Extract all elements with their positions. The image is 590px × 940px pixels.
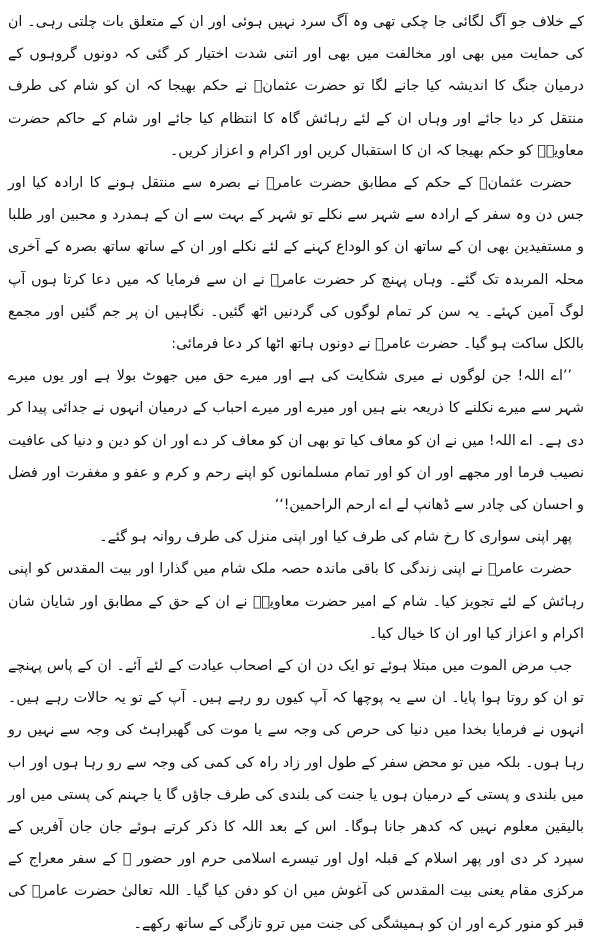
paragraph-journey-to-sham: پھر اپنی سواری کا رخ شام کی طرف کیا اور اپنی منزل کی طرف روانہ ہو گئے۔ [99,529,572,546]
paragraph-departure-from-basra: حضرت عثمانؓ کے حکم کے مطابق حضرت عامرؓ نے بصرہ سے منتقل ہونے کا ارادہ کیا اور جس دن وہ سفر کے ارادہ سے شہر سے نکلے تو شہر کے بہت سے ان کے ہمدرد و محبین اور طلبا و مستفیدین بھی ان کے ساتھ ان کو الوداع کہنے کے لئے نکلے اور ان کے ساتھ ساتھ بصرہ کے آخری محلہ المربدہ تک گئے۔ وہاں پہنچ کر حضرت عامرؓ نے ان سے فرمایا کہ میں دعا کرتا ہوں آپ لوگ آمین کہئے۔ یہ سن کر تمام لوگوں کی گردنیں اٹھ گئیں۔ نگاہیں ان پر جم گئیں اور مجمع بالکل ساکت ہو گیا۔ حضرت عامرؓ نے دونوں ہاتھ اٹھا کر دعا فرمائی: [8,175,584,353]
paragraph-life-in-sham: حضرت عامرؓ نے اپنی زندگی کا باقی ماندہ حصہ ملک شام میں گذارا اور بیت المقدس کو اپنی رہائش کے لئے تجویز کیا۔ شام کے امیر حضرت معاویہؓ نے ان کے حق کے مطابق اور شایان شان اکرام و اعزاز کیا اور ان کا خیال کیا۔ [8,561,584,642]
paragraph-continuation: کے خلاف جو آگ لگائی جا چکی تھی وہ آگ سرد نہیں ہوئی اور ان کے متعلق بات چلتی رہی۔ ان کی حمایت میں بھی اور مخالفت میں بھی اور اتنی شدت اختیار کر گئی کہ دونوں گروہوں کے درمیان جنگ کا اندیشہ کیا جانے لگا تو حضرت عثمانؓ نے حکم بھیجا کہ ان کو شام کی طرف منتقل کر دیا جائے اور وہاں ان کے لئے رہائش گاہ کا انتظام کیا جائے اور شام کے حاکم حضرت معاویہؓ کو حکم بھیجا کہ ان کا استقبال کریں اور اکرام و اعزاز کریں۔ [8,14,584,159]
paragraph-final-illness: جب مرض الموت میں مبتلا ہوئے تو ایک دن ان کے اصحاب عیادت کے لئے آئے۔ ان کے پاس پہنچے تو ان کو روتا ہوا پایا۔ ان سے یہ پوچھا کہ آپ کیوں رو رہے ہیں۔ آپ کے تو یہ حالات رہے ہیں۔ انہوں نے فرمایا بخدا میں دنیا کی حرص کی وجہ سے یا موت کی گھبراہٹ کی وجہ سے نہیں رو رہا ہوں۔ بلکہ میں تو محض سفر کے طول اور زاد راہ کی کمی کی وجہ سے رو رہا ہوں اور اب میں بلندی و پستی کے درمیان ہوں یا جنت کی بلندی کی طرف جاؤں گا یا جہنم کی پستی میں اور بالیقین معلوم نہیں کہ کدھر جانا ہوگا۔ اس کے بعد اللہ کا ذکر کرتے ہوئے جان جان آفریں کے سپرد کر دی اور پھر اسلام کے قبلہ اول اور تیسرے اسلامی حرم اور حضور ﷺ کے سفر معراج کے مرکزی مقام یعنی بیت المقدس کی آغوش میں ان کو دفن کیا گیا۔ اللہ تعالیٰ حضرت عامرؓ کی قبر کو منور کرے اور ان کو ہمیشگی کی جنت میں ترو تازگی کے ساتھ رکھے۔ [8,658,584,932]
paragraph-supplication: ’’اے اللہ! جن لوگوں نے میری شکایت کی ہے اور میرے حق میں جھوٹ بولا ہے اور یوں میرے شہر سے میرے نکلنے کا ذریعہ بنے ہیں اور میرے اور میرے احباب کے درمیان انہوں نے جدائی پیدا کر دی ہے۔ اے اللہ! میں نے ان کو معاف کیا تو بھی ان کو معاف کر دے اور ان کو دین و دنیا کی عافیت نصیب فرما اور مجھے اور ان کو اور تمام مسلمانوں کو اپنے رحم و کرم و عفو و مغفرت اور فضل و احسان کی چادر سے ڈھانپ لے اے ارحم الراحمین!‘‘ [8,368,584,514]
urdu-text-body [8,6,584,940]
